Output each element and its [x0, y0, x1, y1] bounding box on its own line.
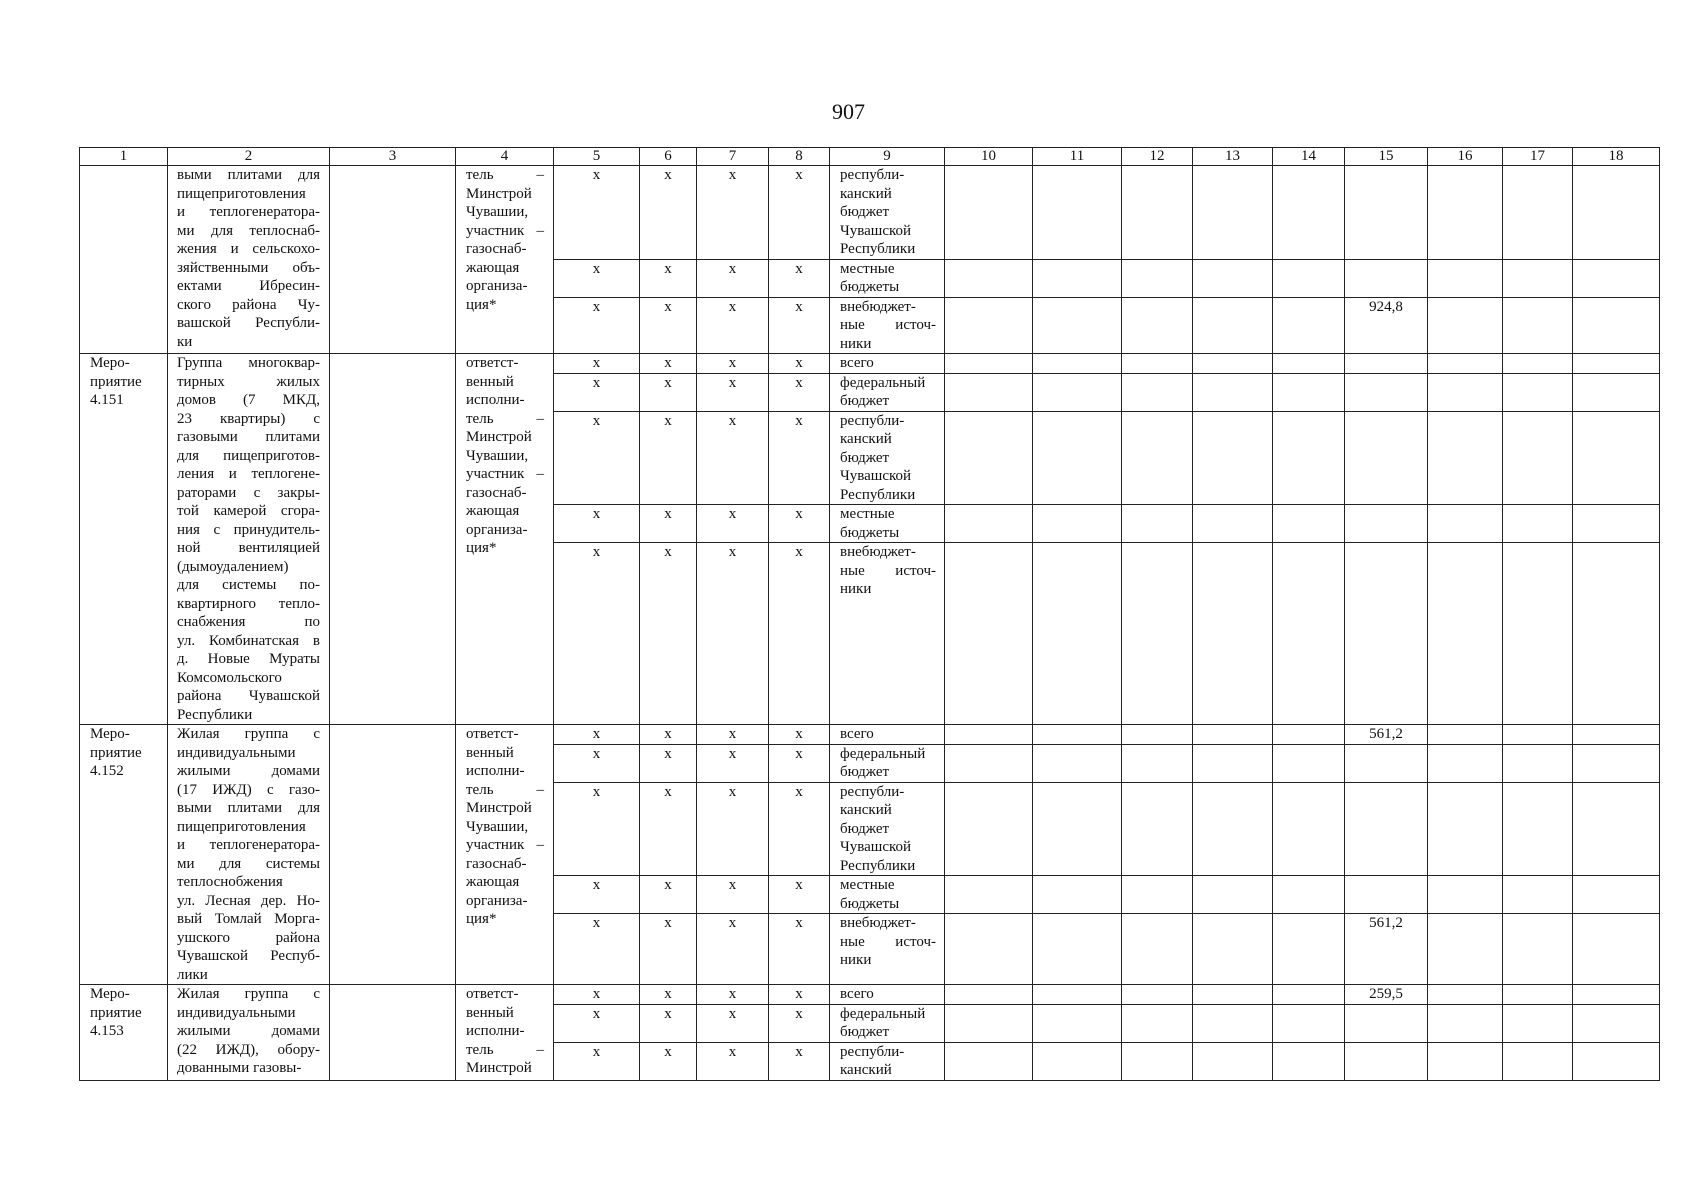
empty-cell: [1033, 985, 1122, 1005]
empty-cell: [1122, 505, 1193, 543]
x-mark-cell: х: [697, 744, 769, 782]
empty-cell: [1033, 543, 1122, 725]
amount-cell: 259,5: [1345, 985, 1428, 1005]
empty-cell: [945, 876, 1033, 914]
x-mark-cell: х: [769, 166, 830, 260]
empty-cell: [945, 354, 1033, 374]
header-row: [80, 148, 1660, 166]
empty-cell: [1428, 297, 1503, 354]
empty-cell: [1428, 259, 1503, 297]
empty-cell: [1193, 354, 1273, 374]
x-mark-cell: х: [697, 259, 769, 297]
x-mark-cell: х: [640, 259, 697, 297]
header-cell: 7: [697, 148, 769, 166]
event-id-cell: [80, 166, 168, 354]
x-mark-cell: х: [640, 744, 697, 782]
amount-cell: [1345, 543, 1428, 725]
table-row: [80, 354, 1660, 374]
amount-cell: [1345, 411, 1428, 505]
empty-cell: [1428, 166, 1503, 260]
funding-source-cell: республи- канский: [830, 1042, 945, 1080]
empty-cell: [945, 782, 1033, 876]
table-row: [80, 725, 1660, 745]
x-mark-cell: х: [697, 543, 769, 725]
empty-cell: [1193, 725, 1273, 745]
empty-cell: [1428, 914, 1503, 985]
empty-cell: [1573, 297, 1660, 354]
empty-cell: [1122, 782, 1193, 876]
empty-cell: [1273, 985, 1345, 1005]
amount-cell: [1345, 259, 1428, 297]
header-cell: 15: [1345, 148, 1428, 166]
empty-cell: [1033, 166, 1122, 260]
empty-cell: [1273, 876, 1345, 914]
description-cell: выми плитами для пищеприготовления и теплогенератора- ми для теплоснаб- жения и сельскохо- зяйственными объ- ектами Ибресин- ского района Чу- вашской Республи- ки: [168, 166, 330, 354]
empty-cell: [1033, 505, 1122, 543]
x-mark-cell: х: [769, 505, 830, 543]
empty-cell: [1122, 1004, 1193, 1042]
empty-cell: [1193, 1004, 1273, 1042]
header-cell: 8: [769, 148, 830, 166]
empty-cell: [1193, 505, 1273, 543]
funding-source-cell: внебюджет- ные источ- ники: [830, 914, 945, 985]
header-cell: 14: [1273, 148, 1345, 166]
description-cell: Группа многоквар- тирных жилых домов (7 МКД, 23 квартиры) с газовыми плитами для пищеприготов- ления и теплогене- раторами с закры- той камерой сгора- ния с принудитель- ной вентиляцией (дымоудалением) для системы по- квартирного тепло- снабжения по ул. Комбинатская в д. Новые Мураты Комсомольского района Чувашской Республики: [168, 354, 330, 725]
empty-cell: [1573, 725, 1660, 745]
funding-source-cell: местные бюджеты: [830, 876, 945, 914]
header-cell: 1: [80, 148, 168, 166]
empty-cell: [1193, 373, 1273, 411]
empty-cell: [1273, 1004, 1345, 1042]
x-mark-cell: х: [554, 725, 640, 745]
empty-cell: [1503, 297, 1573, 354]
x-mark-cell: х: [697, 876, 769, 914]
funding-source-cell: республи- канский бюджет Чувашской Республики: [830, 411, 945, 505]
x-mark-cell: х: [697, 985, 769, 1005]
empty-cell: [1573, 373, 1660, 411]
x-mark-cell: х: [697, 297, 769, 354]
empty-cell: [1573, 354, 1660, 374]
header-cell: 11: [1033, 148, 1122, 166]
x-mark-cell: х: [769, 1042, 830, 1080]
amount-cell: 561,2: [1345, 725, 1428, 745]
x-mark-cell: х: [697, 505, 769, 543]
empty-cell: [1193, 543, 1273, 725]
empty-cell: [1122, 166, 1193, 260]
amount-cell: [1345, 1004, 1428, 1042]
x-mark-cell: х: [640, 782, 697, 876]
x-mark-cell: х: [554, 744, 640, 782]
empty-cell: [1503, 725, 1573, 745]
empty-cell: [1573, 1042, 1660, 1080]
empty-cell: [1428, 411, 1503, 505]
empty-cell: [1428, 876, 1503, 914]
x-mark-cell: х: [554, 985, 640, 1005]
empty-cell: [1122, 354, 1193, 374]
x-mark-cell: х: [697, 166, 769, 260]
empty-cell: [1033, 744, 1122, 782]
funding-source-cell: местные бюджеты: [830, 259, 945, 297]
x-mark-cell: х: [697, 1042, 769, 1080]
x-mark-cell: х: [769, 259, 830, 297]
x-mark-cell: х: [554, 1004, 640, 1042]
empty-cell: [1273, 354, 1345, 374]
empty-cell: [945, 1042, 1033, 1080]
amount-cell: [1345, 1042, 1428, 1080]
x-mark-cell: х: [554, 543, 640, 725]
description-cell: Жилая группа с индивидуальными жилыми домами (17 ИЖД) с газо- выми плитами для пищеприготовления и теплогенератора- ми для системы теплоснобжения ул. Лесная дер. Но- вый Томлай Морга- ушского района Чувашской Респуб- лики: [168, 725, 330, 985]
executor-cell: тель – Минстрой Чувашии, участник – газоснаб- жающая организа- ция*: [456, 166, 554, 354]
x-mark-cell: х: [554, 782, 640, 876]
x-mark-cell: х: [697, 1004, 769, 1042]
empty-cell: [1503, 166, 1573, 260]
empty-cell: [1122, 725, 1193, 745]
empty-cell: [1273, 411, 1345, 505]
empty-cell: [1193, 166, 1273, 260]
empty-cell: [945, 373, 1033, 411]
x-mark-cell: х: [554, 411, 640, 505]
x-mark-cell: х: [554, 354, 640, 374]
empty-cell: [1503, 373, 1573, 411]
header-cell: 13: [1193, 148, 1273, 166]
event-id-cell: Меро- приятие 4.151: [80, 354, 168, 725]
x-mark-cell: х: [640, 373, 697, 411]
empty-cell: [1193, 985, 1273, 1005]
empty-cell: [1193, 1042, 1273, 1080]
empty-cell: [1428, 543, 1503, 725]
page-number: 907: [832, 99, 865, 124]
empty-cell: [1503, 259, 1573, 297]
empty-cell: [1122, 914, 1193, 985]
executor-cell: ответст- венный исполни- тель – Минстрой Чувашии, участник – газоснаб- жающая организа- ция*: [456, 354, 554, 725]
empty-cell: [1503, 543, 1573, 725]
empty-cell: [1193, 744, 1273, 782]
empty-cell: [945, 505, 1033, 543]
empty-cell: [1122, 259, 1193, 297]
x-mark-cell: х: [769, 373, 830, 411]
event-id-cell: Меро- приятие 4.152: [80, 725, 168, 985]
empty-cell: [1428, 782, 1503, 876]
x-mark-cell: х: [554, 166, 640, 260]
header-cell: 16: [1428, 148, 1503, 166]
empty-cell: [1193, 259, 1273, 297]
empty-cell: [1273, 259, 1345, 297]
empty-cell: [1033, 411, 1122, 505]
header-cell: 4: [456, 148, 554, 166]
empty-cell: [1033, 914, 1122, 985]
funding-source-cell: федеральный бюджет: [830, 373, 945, 411]
x-mark-cell: х: [697, 354, 769, 374]
empty-cell: [1503, 744, 1573, 782]
funding-source-cell: федеральный бюджет: [830, 1004, 945, 1042]
empty-cell: [1122, 985, 1193, 1005]
x-mark-cell: х: [769, 782, 830, 876]
x-mark-cell: х: [769, 297, 830, 354]
funding-source-cell: местные бюджеты: [830, 505, 945, 543]
x-mark-cell: х: [769, 985, 830, 1005]
x-mark-cell: х: [640, 725, 697, 745]
empty-cell: [1193, 411, 1273, 505]
funding-source-cell: всего: [830, 354, 945, 374]
empty-cell: [1122, 297, 1193, 354]
empty-cell: [1573, 259, 1660, 297]
amount-cell: [1345, 876, 1428, 914]
empty-cell: [1428, 985, 1503, 1005]
x-mark-cell: х: [640, 411, 697, 505]
empty-cell: [945, 914, 1033, 985]
empty-cell: [945, 1004, 1033, 1042]
empty-cell: [1428, 725, 1503, 745]
x-mark-cell: х: [554, 1042, 640, 1080]
empty-cell: [1573, 985, 1660, 1005]
empty-cell: [1503, 354, 1573, 374]
event-id-cell: Меро- приятие 4.153: [80, 985, 168, 1081]
x-mark-cell: х: [554, 373, 640, 411]
empty-cell: [1503, 876, 1573, 914]
empty-cell: [1428, 354, 1503, 374]
empty-cell: [1428, 744, 1503, 782]
table-row: [80, 985, 1660, 1005]
empty-cell: [1033, 782, 1122, 876]
x-mark-cell: х: [554, 914, 640, 985]
x-mark-cell: х: [697, 725, 769, 745]
empty-cell: [1503, 782, 1573, 876]
x-mark-cell: х: [697, 782, 769, 876]
x-mark-cell: х: [554, 259, 640, 297]
funding-source-cell: всего: [830, 985, 945, 1005]
col3-cell: [330, 354, 456, 725]
empty-cell: [1193, 297, 1273, 354]
empty-cell: [1193, 914, 1273, 985]
col3-cell: [330, 725, 456, 985]
empty-cell: [1273, 1042, 1345, 1080]
empty-cell: [1573, 505, 1660, 543]
empty-cell: [1122, 1042, 1193, 1080]
empty-cell: [1573, 782, 1660, 876]
empty-cell: [945, 259, 1033, 297]
x-mark-cell: х: [554, 505, 640, 543]
empty-cell: [1503, 914, 1573, 985]
empty-cell: [945, 985, 1033, 1005]
empty-cell: [1273, 543, 1345, 725]
x-mark-cell: х: [769, 1004, 830, 1042]
empty-cell: [1122, 744, 1193, 782]
empty-cell: [945, 297, 1033, 354]
amount-cell: 561,2: [1345, 914, 1428, 985]
x-mark-cell: х: [640, 1004, 697, 1042]
x-mark-cell: х: [640, 166, 697, 260]
empty-cell: [1573, 914, 1660, 985]
funding-source-cell: республи- канский бюджет Чувашской Республики: [830, 782, 945, 876]
x-mark-cell: х: [554, 876, 640, 914]
empty-cell: [1428, 373, 1503, 411]
empty-cell: [1273, 373, 1345, 411]
x-mark-cell: х: [769, 744, 830, 782]
header-cell: 5: [554, 148, 640, 166]
x-mark-cell: х: [769, 411, 830, 505]
header-cell: 2: [168, 148, 330, 166]
empty-cell: [945, 411, 1033, 505]
x-mark-cell: х: [640, 876, 697, 914]
empty-cell: [1033, 297, 1122, 354]
empty-cell: [1033, 1004, 1122, 1042]
empty-cell: [1033, 876, 1122, 914]
funding-source-cell: федеральный бюджет: [830, 744, 945, 782]
empty-cell: [1573, 1004, 1660, 1042]
empty-cell: [1193, 782, 1273, 876]
empty-cell: [1273, 166, 1345, 260]
empty-cell: [1273, 725, 1345, 745]
header-cell: 3: [330, 148, 456, 166]
x-mark-cell: х: [769, 354, 830, 374]
x-mark-cell: х: [640, 354, 697, 374]
empty-cell: [1573, 411, 1660, 505]
empty-cell: [1503, 411, 1573, 505]
empty-cell: [945, 543, 1033, 725]
header-cell: 9: [830, 148, 945, 166]
amount-cell: [1345, 166, 1428, 260]
empty-cell: [1122, 543, 1193, 725]
x-mark-cell: х: [640, 505, 697, 543]
x-mark-cell: х: [769, 543, 830, 725]
executor-cell: ответст- венный исполни- тель – Минстрой: [456, 985, 554, 1081]
budget-table: [79, 147, 1660, 1081]
empty-cell: [1573, 543, 1660, 725]
description-cell: Жилая группа с индивидуальными жилыми домами (22 ИЖД), обору- дованными газовы-: [168, 985, 330, 1081]
x-mark-cell: х: [769, 914, 830, 985]
funding-source-cell: всего: [830, 725, 945, 745]
empty-cell: [1503, 1042, 1573, 1080]
executor-cell: ответст- венный исполни- тель – Минстрой Чувашии, участник – газоснаб- жающая организа- ция*: [456, 725, 554, 985]
empty-cell: [1428, 505, 1503, 543]
funding-source-cell: внебюджет- ные источ- ники: [830, 297, 945, 354]
empty-cell: [1273, 914, 1345, 985]
header-cell: 10: [945, 148, 1033, 166]
x-mark-cell: х: [640, 914, 697, 985]
empty-cell: [1033, 1042, 1122, 1080]
x-mark-cell: х: [640, 543, 697, 725]
empty-cell: [1122, 373, 1193, 411]
col3-cell: [330, 985, 456, 1081]
x-mark-cell: х: [697, 373, 769, 411]
empty-cell: [1033, 725, 1122, 745]
empty-cell: [1503, 505, 1573, 543]
empty-cell: [1573, 166, 1660, 260]
funding-source-cell: внебюджет- ные источ- ники: [830, 543, 945, 725]
empty-cell: [1033, 373, 1122, 411]
col3-cell: [330, 166, 456, 354]
empty-cell: [1573, 744, 1660, 782]
amount-cell: [1345, 744, 1428, 782]
header-cell: 18: [1573, 148, 1660, 166]
header-cell: 12: [1122, 148, 1193, 166]
x-mark-cell: х: [640, 297, 697, 354]
empty-cell: [1428, 1004, 1503, 1042]
empty-cell: [1503, 985, 1573, 1005]
amount-cell: 924,8: [1345, 297, 1428, 354]
x-mark-cell: х: [554, 297, 640, 354]
empty-cell: [945, 725, 1033, 745]
empty-cell: [1573, 876, 1660, 914]
x-mark-cell: х: [769, 876, 830, 914]
header-cell: 17: [1503, 148, 1573, 166]
empty-cell: [945, 166, 1033, 260]
table-row: [80, 166, 1660, 260]
x-mark-cell: х: [640, 985, 697, 1005]
amount-cell: [1345, 782, 1428, 876]
empty-cell: [1033, 259, 1122, 297]
x-mark-cell: х: [697, 914, 769, 985]
empty-cell: [1033, 354, 1122, 374]
x-mark-cell: х: [640, 1042, 697, 1080]
x-mark-cell: х: [697, 411, 769, 505]
header-cell: 6: [640, 148, 697, 166]
empty-cell: [1273, 297, 1345, 354]
funding-source-cell: республи- канский бюджет Чувашской Республики: [830, 166, 945, 260]
amount-cell: [1345, 505, 1428, 543]
empty-cell: [1273, 505, 1345, 543]
empty-cell: [1122, 411, 1193, 505]
x-mark-cell: х: [769, 725, 830, 745]
empty-cell: [1273, 744, 1345, 782]
empty-cell: [1503, 1004, 1573, 1042]
empty-cell: [1122, 876, 1193, 914]
empty-cell: [1428, 1042, 1503, 1080]
amount-cell: [1345, 354, 1428, 374]
empty-cell: [1193, 876, 1273, 914]
empty-cell: [1273, 782, 1345, 876]
empty-cell: [945, 744, 1033, 782]
amount-cell: [1345, 373, 1428, 411]
